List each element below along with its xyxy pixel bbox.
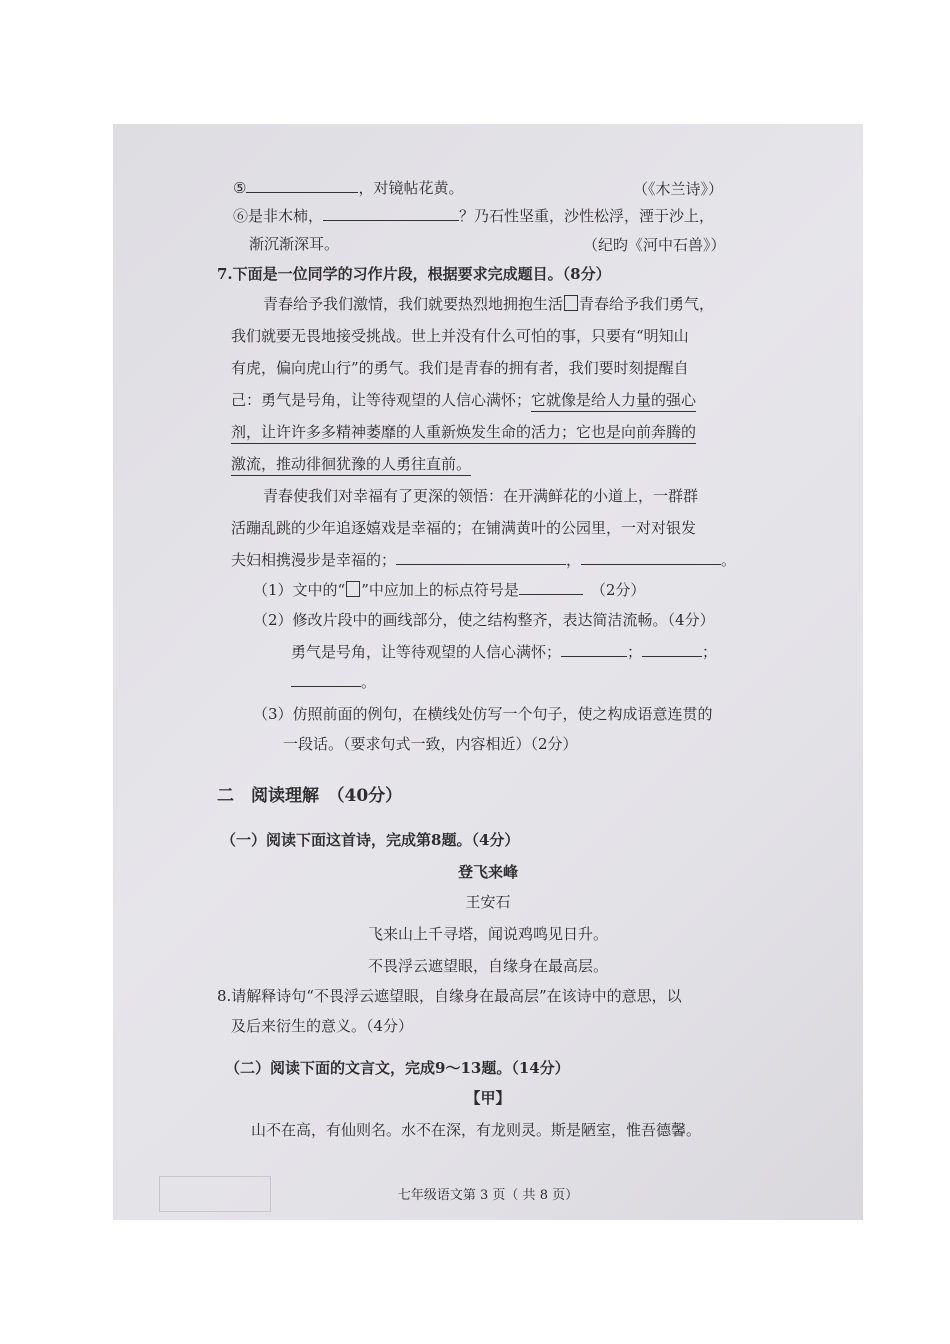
sub-question-2-answer-line-2 — [291, 672, 376, 692]
text-span: （2分） — [590, 581, 646, 599]
q7-paragraph-1-line-3: 有虎，偏向虎山行”的勇气。我们是青春的拥有者，我们要时刻提醒自 — [231, 359, 689, 377]
sub-question-1 — [253, 580, 645, 600]
answer-blank[interactable] — [246, 178, 358, 193]
punctuation-box — [564, 295, 578, 311]
item-6-text-b: ？乃石性坚重，沙性松浮，湮于沙上， — [459, 207, 715, 225]
answer-blank[interactable] — [396, 550, 566, 565]
item-5 — [233, 178, 463, 198]
text-span: ”中应加上的标点符号是 — [361, 581, 519, 599]
text-span: （1）文中的“ — [253, 581, 346, 599]
answer-blank[interactable] — [291, 672, 361, 687]
text-span: ； — [627, 643, 643, 661]
q7-paragraph-1-line-1 — [263, 294, 714, 314]
part-1-title: （一）阅读下面这首诗，完成第8题。（4分） — [221, 831, 520, 849]
sub-question-2-answer-line — [291, 642, 717, 662]
text-span: 己：勇气是号角，让等待观望的人信心满怀； — [231, 391, 532, 409]
poem-author: 王安石 — [465, 893, 511, 911]
q7-paragraph-1-line-4 — [231, 390, 696, 410]
page-footer: 七年级语文第 3 页（ 共 8 页） — [397, 1188, 579, 1203]
item-5-text: ，对镜帖花黄。 — [358, 179, 464, 197]
question-8-line-1: 8.请解释诗句“不畏浮云遮望眼，自缘身在最高层”在该诗中的意思，以 — [217, 987, 682, 1005]
sub-question-2: （2）修改片段中的画线部分，使之结构整齐，表达简洁流畅。（4分） — [253, 611, 715, 629]
q7-paragraph-2-line-1: 青春使我们对幸福有了更深的领悟：在开满鲜花的小道上，一群群 — [263, 487, 699, 505]
poem-line-2: 不畏浮云遮望眼，自缘身在最高层。 — [367, 957, 608, 975]
q7-paragraph-1-line-2: 我们就要无畏地接受挑战。世上并没有什么可怕的事，只要有“明知山 — [231, 327, 689, 345]
sub-question-3-line-2: 一段话。（要求句式一致，内容相近）（2分） — [283, 735, 578, 753]
text-span: ， — [566, 551, 582, 569]
poem-line-1: 飞来山上千寻塔，闻说鸡鸣见日升。 — [367, 925, 608, 943]
text-span: 青春给予我们激情，我们就要热烈地拥抱生活 — [263, 295, 564, 313]
text-span: 夫妇相携漫步是幸福的； — [231, 551, 397, 569]
exam-page — [113, 124, 863, 1220]
classical-text-line-1: 山不在高，有仙则名。水不在深，有龙则灵。斯是陋室，惟吾德馨。 — [251, 1121, 702, 1139]
item-5-source: （《木兰诗》） — [633, 180, 724, 198]
item-6 — [233, 206, 714, 226]
answer-blank[interactable] — [581, 550, 721, 565]
poem-title: 登飞来峰 — [457, 863, 518, 881]
section-2-title: 二 阅读理解 （40分） — [217, 786, 403, 806]
question-8-line-2: 及后来衍生的意义。（4分） — [231, 1017, 414, 1035]
item-6-text-a: ⑥是非木柿， — [233, 207, 324, 225]
underlined-text: 激流，推动徘徊犹豫的人勇往直前。 — [231, 455, 471, 476]
question-7-title: 7.下面是一位同学的习作片段，根据要求完成题目。（8分） — [217, 265, 611, 283]
q7-paragraph-1-line-5 — [231, 422, 696, 442]
q7-paragraph-2-line-2: 活蹦乱跳的少年追逐嬉戏是幸福的；在铺满黄叶的公园里，一对对银发 — [231, 519, 697, 537]
q7-paragraph-2-line-3 — [231, 550, 736, 570]
answer-blank[interactable] — [642, 642, 702, 657]
text-span: 青春给予我们勇气， — [579, 295, 715, 313]
text-span: ； — [702, 643, 718, 661]
underlined-text: 剂，让许许多多精神萎靡的人重新焕发生命的活力；它也是向前奔腾的 — [231, 423, 696, 444]
text-span: 勇气是号角，让等待观望的人信心满怀； — [291, 643, 562, 661]
text-span: 。 — [721, 551, 737, 569]
answer-blank[interactable] — [323, 206, 459, 221]
text-span: 。 — [361, 673, 377, 691]
q7-paragraph-1-line-6 — [231, 454, 471, 474]
answer-blank[interactable] — [519, 580, 583, 595]
punctuation-box — [346, 581, 360, 597]
text-label-jia: 【甲】 — [465, 1089, 511, 1107]
part-2-title: （二）阅读下面的文言文，完成9～13题。（14分） — [225, 1059, 570, 1077]
underlined-text: 它就像是给人力量的强心 — [531, 391, 696, 412]
sub-question-3-line-1: （3）仿照前面的例句，在横线处仿写一个句子，使之构成语意连贯的 — [253, 705, 713, 723]
answer-blank[interactable] — [561, 642, 627, 657]
item-6-source: （纪昀《河中石兽》） — [583, 236, 726, 254]
item-6-text-c: 渐沉渐深耳。 — [249, 235, 340, 253]
item-5-num: ⑤ — [233, 179, 247, 197]
